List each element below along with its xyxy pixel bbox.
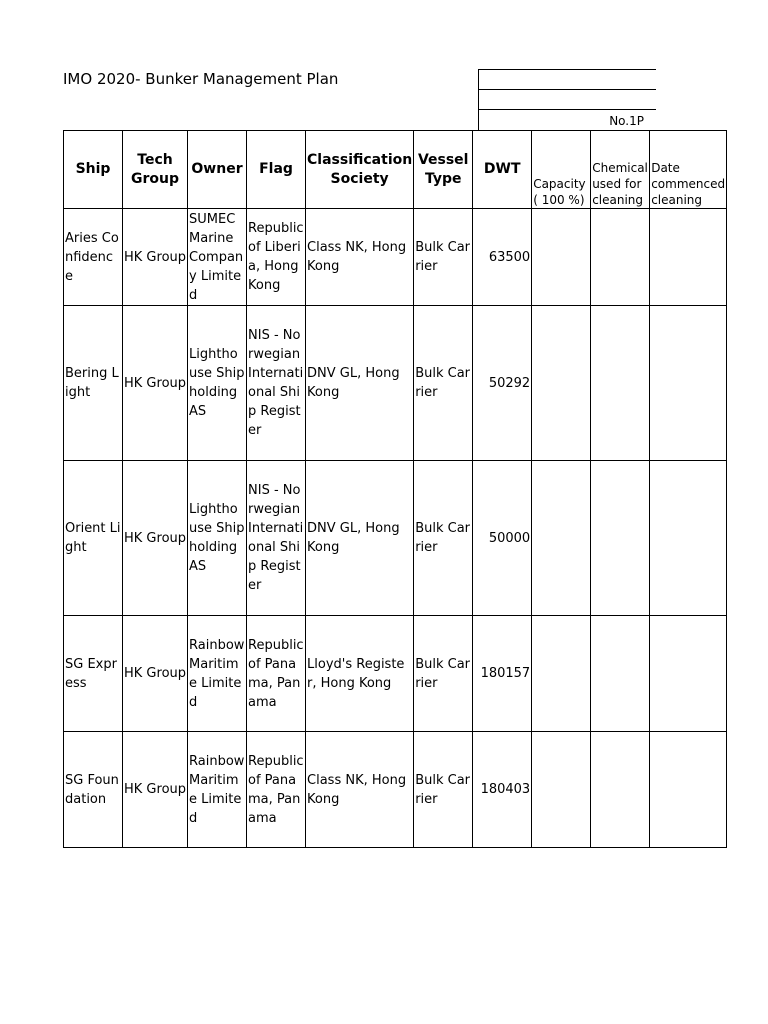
cell-capacity — [532, 461, 591, 616]
cell-date — [650, 461, 727, 616]
cell-flag: NIS - Norwegian International Ship Register — [247, 461, 306, 616]
cell-dwt: 50000 — [473, 461, 532, 616]
col-header-tech-group: Tech Group — [123, 131, 188, 209]
cell-ship: Bering Light — [64, 306, 123, 461]
header-line — [478, 109, 656, 110]
cell-chemical — [591, 616, 650, 732]
col-header-dwt: DWT — [473, 131, 532, 209]
cell-capacity — [532, 306, 591, 461]
col-header-owner: Owner — [188, 131, 247, 209]
cell-capacity — [532, 209, 591, 306]
col-header-ship: Ship — [64, 131, 123, 209]
cell-vessel-type: Bulk Carrier — [414, 616, 473, 732]
col-header-vessel-type: Vessel Type — [414, 131, 473, 209]
cell-tech-group: HK Group — [123, 461, 188, 616]
header-box-border — [478, 69, 479, 130]
cell-dwt: 180157 — [473, 616, 532, 732]
table-row — [64, 209, 727, 306]
cell-tech-group: HK Group — [123, 306, 188, 461]
cell-vessel-type: Bulk Carrier — [414, 209, 473, 306]
header-box — [478, 69, 656, 130]
page-title: IMO 2020- Bunker Management Plan — [63, 70, 339, 88]
bunker-plan-table — [63, 130, 727, 848]
cell-capacity — [532, 616, 591, 732]
table-row — [64, 616, 727, 732]
cell-chemical — [591, 732, 650, 848]
cell-date — [650, 732, 727, 848]
col-header-capacity: Capacity ( 100 %) — [532, 131, 591, 209]
cell-dwt: 180403 — [473, 732, 532, 848]
cell-chemical — [591, 306, 650, 461]
table-row — [64, 461, 727, 616]
cell-vessel-type: Bulk Carrier — [414, 461, 473, 616]
cell-capacity — [532, 732, 591, 848]
cell-class: DNV GL, Hong Kong — [306, 306, 414, 461]
cell-ship: Aries Confidence — [64, 209, 123, 306]
col-header-chemical: Chemical used for cleaning — [591, 131, 650, 209]
header-line — [478, 89, 656, 90]
col-header-class: Classification Society — [306, 131, 414, 209]
cell-flag: Republic of Panama, Panama — [247, 732, 306, 848]
cell-ship: SG Foundation — [64, 732, 123, 848]
cell-dwt: 63500 — [473, 209, 532, 306]
cell-owner: Rainbow Maritime Limited — [188, 732, 247, 848]
table-row — [64, 732, 727, 848]
cell-class: Lloyd's Register, Hong Kong — [306, 616, 414, 732]
cell-date — [650, 306, 727, 461]
cell-vessel-type: Bulk Carrier — [414, 732, 473, 848]
cell-class: DNV GL, Hong Kong — [306, 461, 414, 616]
cell-ship: Orient Light — [64, 461, 123, 616]
col-header-flag: Flag — [247, 131, 306, 209]
cell-tech-group: HK Group — [123, 732, 188, 848]
table-row — [64, 306, 727, 461]
col-header-date: Date commenced cleaning — [650, 131, 727, 209]
cell-date — [650, 209, 727, 306]
cell-owner: SUMEC Marine Company Limited — [188, 209, 247, 306]
cell-flag: NIS - Norwegian International Ship Register — [247, 306, 306, 461]
cell-flag: Republic of Panama, Panama — [247, 616, 306, 732]
cell-flag: Republic of Liberia, Hong Kong — [247, 209, 306, 306]
cell-ship: SG Express — [64, 616, 123, 732]
cell-tech-group: HK Group — [123, 616, 188, 732]
cell-chemical — [591, 209, 650, 306]
cell-owner: Lighthouse Shipholding AS — [188, 461, 247, 616]
cell-class: Class NK, Hong Kong — [306, 732, 414, 848]
cell-dwt: 50292 — [473, 306, 532, 461]
cell-chemical — [591, 461, 650, 616]
cell-owner: Lighthouse Shipholding AS — [188, 306, 247, 461]
header-line — [478, 69, 656, 70]
document-number: No.1P — [609, 114, 644, 128]
cell-class: Class NK, Hong Kong — [306, 209, 414, 306]
cell-owner: Rainbow Maritime Limited — [188, 616, 247, 732]
cell-tech-group: HK Group — [123, 209, 188, 306]
cell-vessel-type: Bulk Carrier — [414, 306, 473, 461]
table-header-row — [64, 131, 727, 209]
cell-date — [650, 616, 727, 732]
